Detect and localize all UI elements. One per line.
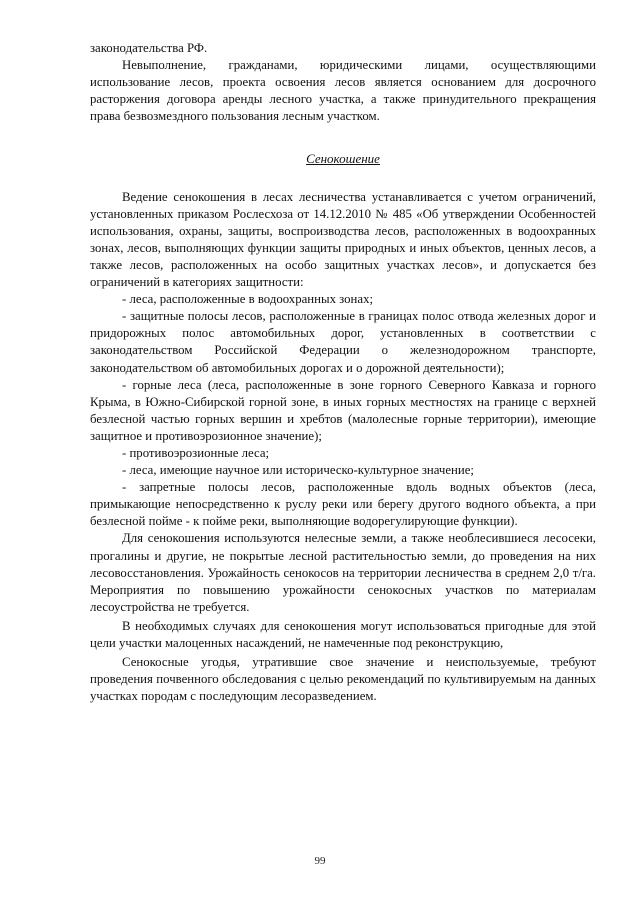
body-paragraph-3: В необходимых случаях для сенокошения могут использоваться пригодные для этой цели участки малоценных насаждений, не намеченные под реконструкцию, <box>90 618 596 650</box>
section-heading: Сенокошение <box>306 151 380 167</box>
body-paragraph-4: Сенокосные угодья, утратившие свое значение и неиспользуемые, требуют проведения почвенного обследования с целью рекомендаций по культивируемым на данных участках породам с последующим лесоразведением. <box>90 655 596 704</box>
list-item: - противоэрозионные леса; <box>122 445 270 460</box>
list-item: - горные леса (леса, расположенные в зоне горного Северного Кавказа и горного Крыма, в Южно-Сибирской горной зоне, в иных горных местностях на границе с верхней безлесной частью горных вершин и хребтов (малолесные горные территории), имеющие защитное и противоэрозионное значение); <box>90 377 596 443</box>
intro-paragraph-1: законодательства РФ. <box>90 41 208 55</box>
body-paragraph-1: Ведение сенокошения в лесах лесничества устанавливается с учетом ограничений, установленных приказом Рослесхоза от 14.12.2010 № 485 «Об утверждении Особенностей использования, охраны, защиты, воспроизводства лесов, расположенных в водоохранных зонах, лесов, выполняющих функции защиты природных и иных объектов, ценных лесов, а также лесов, расположенных на особо защитных участках лесов», и допускается без ограничений в категориях защитности: <box>90 189 596 290</box>
body-paragraph-2: Для сенокошения используются нелесные земли, а также необлесившиеся лесосеки, прогалины и другие, не покрытые лесной растительностью земли, до проведения на них лесовосстановления. Урожайность сенокосов на территории лесничества в среднем 2,0 т/га. Мероприятия по повышению урожайности сенокосных участков по материалам лесоустройства не требуется. <box>90 531 596 614</box>
list-item: - защитные полосы лесов, расположенные в границах полос отвода железных дорог и придорожных полос автомобильных дорог, установленных в соответствии с законодательством Российской Федерации о железнодорожном транспорте, законодательством об автомобильных дорогах и о дорожной деятельности); <box>90 309 596 375</box>
list-item: - леса, имеющие научное или историческо-культурное значение; <box>122 463 474 478</box>
intro-paragraph-2: Невыполнение, гражданами, юридическими лицами, осуществляющими использование лесов, проекта освоения лесов является основанием для досрочного расторжения договора аренды лесного участка, а также принудительного прекращения права безвозмездного пользования лесным участком. <box>90 58 596 124</box>
document-page <box>90 40 596 705</box>
page-number: 99 <box>314 855 326 867</box>
list-item: - леса, расположенные в водоохранных зонах; <box>122 292 374 307</box>
list-item: - запретные полосы лесов, расположенные вдоль водных объектов (леса, примыкающие непосредственно к руслу реки или берегу другого водного объекта, а при безлесной пойме - к пойме реки, выполняющие водорегулирующие функции). <box>90 480 596 529</box>
